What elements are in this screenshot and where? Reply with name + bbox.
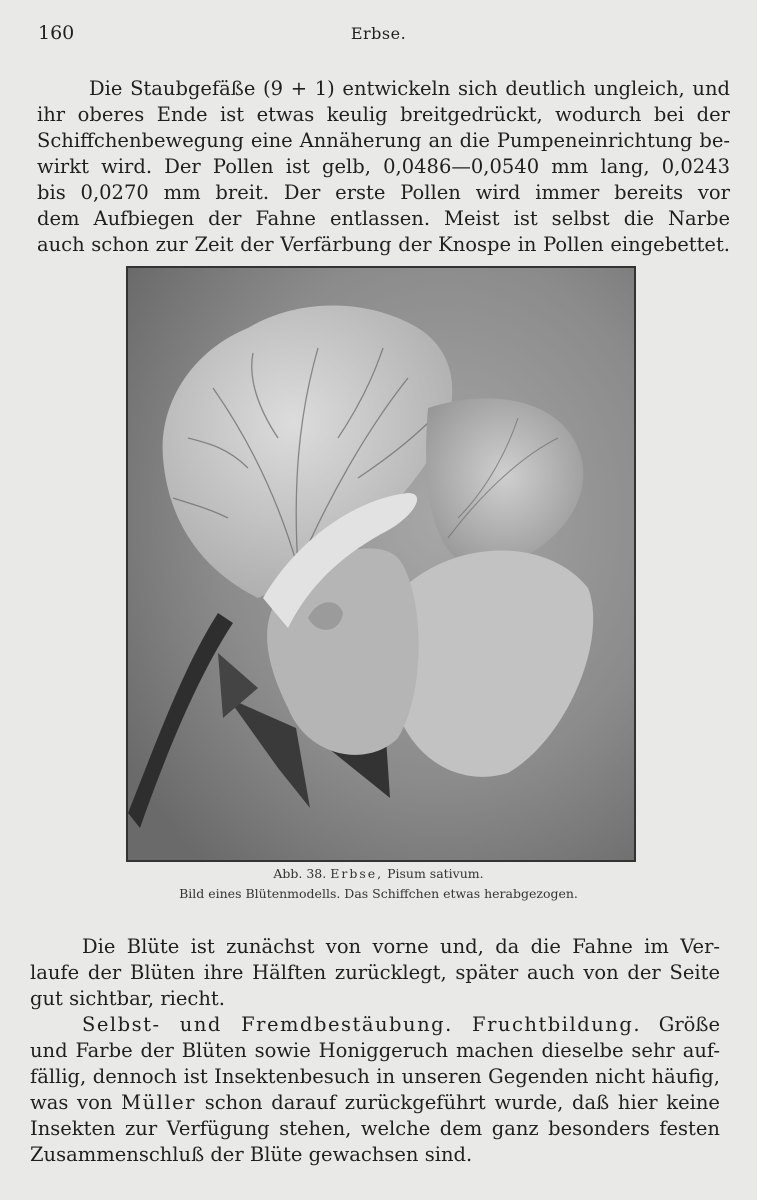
figure-caption-description: Bild eines Blütenmodells. Das Schiffchen etwas herabgezogen.: [179, 886, 578, 901]
paragraph-stamens-pollen: [37, 76, 730, 258]
running-title: Erbse.: [350, 24, 407, 43]
figure-pea-flower-photo: [126, 266, 636, 862]
text-line-with-author: [30, 1090, 720, 1116]
pea-flower-illustration: [128, 268, 634, 860]
text-line: ihr oberes Ende ist etwas keulig breitgedrückt, wodurch bei der: [37, 103, 730, 126]
text-line: wirkt wird. Der Pollen ist gelb, 0,0486—0,0540 mm lang, 0,0243: [37, 155, 730, 178]
text-line: und Farbe der Blüten sowie Honiggeruch machen dieselbe sehr auf-: [30, 1039, 720, 1062]
text-line: gut sichtbar, riecht.: [30, 987, 225, 1010]
figure-caption-title: [100, 866, 657, 881]
text-line: Zusammenschluß der Blüte gewachsen sind.: [30, 1143, 473, 1166]
text-line-with-heading: [30, 1012, 720, 1038]
text-fragment: Größe: [658, 1013, 720, 1036]
author-name: Müller: [121, 1091, 196, 1114]
text-fragment: schon darauf zurückgeführt wurde, daß hier keine: [204, 1091, 720, 1114]
figure-common-name: Erbse,: [330, 866, 384, 881]
figure-number: Abb. 38.: [273, 866, 327, 881]
paragraph-flower-visibility: [30, 934, 720, 1168]
text-fragment: was von: [30, 1091, 113, 1114]
text-line: Insekten zur Verfügung stehen, welche dem ganz besonders festen: [30, 1117, 720, 1140]
section-heading: Selbst- und Fremdbestäubung. Fruchtbildung.: [82, 1013, 642, 1036]
figure-species: Pisum sativum.: [387, 866, 484, 881]
page-header: [38, 22, 719, 50]
page-number: 160: [38, 22, 75, 44]
text-line: Die Staubgefäße (9 + 1) entwickeln sich deutlich ungleich, und: [89, 77, 730, 100]
text-line: Schiffchenbewegung eine Annäherung an die Pumpeneinrichtung be-: [37, 129, 730, 152]
text-line: fällig, dennoch ist Insektenbesuch in unseren Gegenden nicht häufig,: [30, 1065, 720, 1088]
text-line: laufe der Blüten ihre Hälften zurücklegt, später auch von der Seite: [30, 961, 720, 984]
text-line: dem Aufbiegen der Fahne entlassen. Meist ist selbst die Narbe: [37, 207, 730, 230]
text-line: bis 0,0270 mm breit. Der erste Pollen wird immer bereits vor: [37, 181, 730, 204]
text-line: Die Blüte ist zunächst von vorne und, da die Fahne im Ver-: [82, 935, 720, 958]
text-line: auch schon zur Zeit der Verfärbung der Knospe in Pollen eingebettet.: [37, 233, 730, 256]
